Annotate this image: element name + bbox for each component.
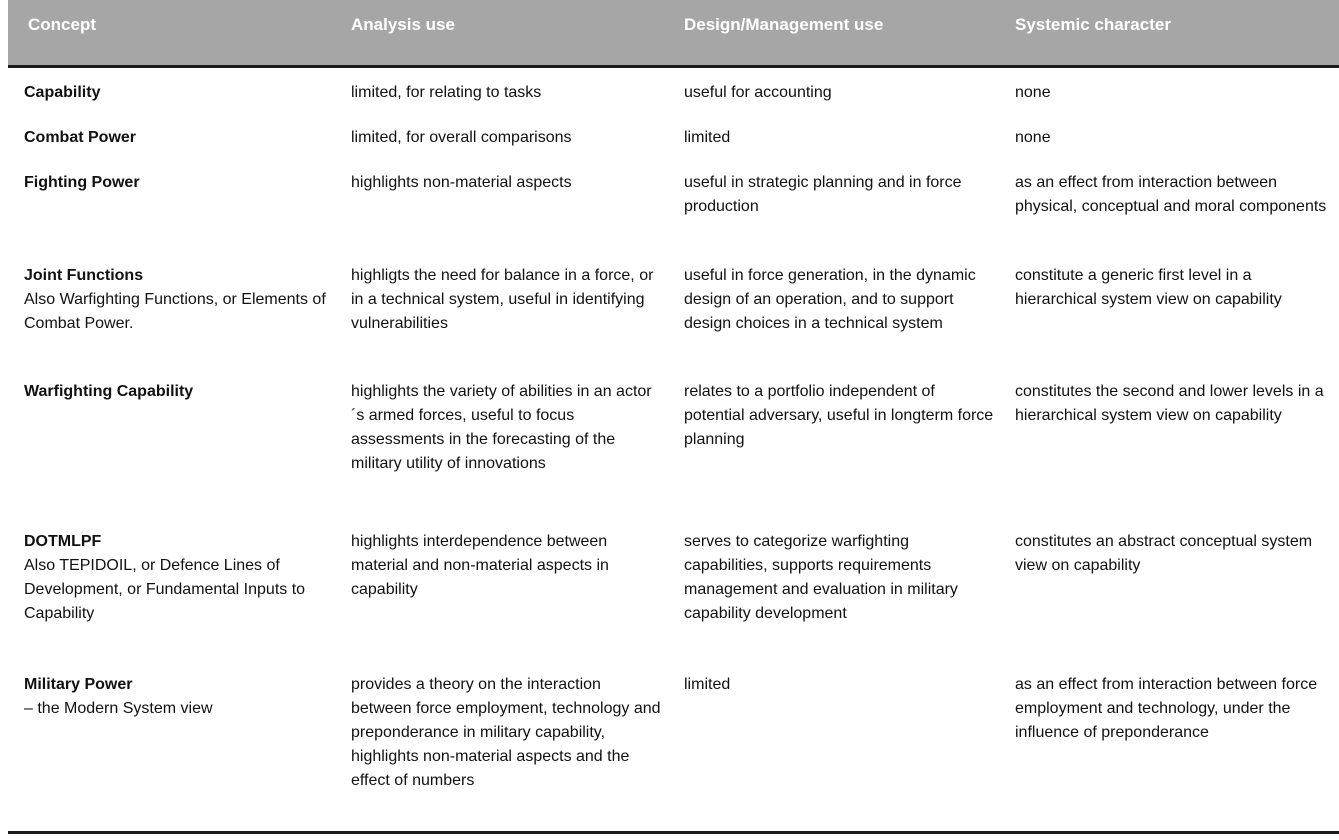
analysis-cell: highlights interdependence between material and non-material aspects in capability — [351, 533, 609, 598]
design-cell: useful in strategic planning and in force production — [684, 174, 962, 215]
analysis-cell: limited, for relating to tasks — [351, 84, 542, 101]
concept-title: Fighting Power — [24, 174, 140, 191]
design-cell: useful in force generation, in the dynamic design of an operation, and to support design choices in a technical system — [684, 267, 976, 332]
table-row — [8, 126, 1339, 150]
analysis-cell: limited, for overall comparisons — [351, 129, 572, 146]
header-design-management-use: Design/Management use — [684, 15, 884, 34]
concept-cell — [8, 673, 345, 793]
design-cell: limited — [684, 676, 731, 693]
analysis-cell: provides a theory on the interaction between force employment, technology and preponderance in military capability, highlights non-material aspects and the effect of numbers — [351, 676, 661, 789]
systemic-cell: as an effect from interaction between force employment and technology, under the influence of preponderance — [1015, 676, 1318, 741]
header-concept: Concept — [28, 15, 96, 34]
concept-cell — [8, 126, 345, 150]
concept-title: DOTMLPF — [24, 533, 102, 550]
systemic-cell: constitute a generic first level in a hierarchical system view on capability — [1015, 267, 1282, 308]
design-cell: relates to a portfolio independent of potential adversary, useful in longterm force planning — [684, 383, 994, 448]
table-row — [8, 673, 1339, 793]
header-systemic-character: Systemic character — [1015, 15, 1171, 34]
concept-title: Combat Power — [24, 129, 137, 146]
design-cell: serves to categorize warfighting capabilities, supports requirements management and evaluation in military capability development — [684, 533, 958, 622]
concept-title: Warfighting Capability — [24, 383, 194, 400]
design-cell: limited — [684, 129, 731, 146]
concept-title: Military Power — [24, 676, 133, 693]
analysis-cell: highlights the variety of abilities in an actor´s armed forces, useful to focus assessments in the forecasting of the military utility of innovations — [351, 383, 652, 472]
systemic-cell: constitutes an abstract conceptual system view on capability — [1015, 533, 1313, 574]
concept-title: Capability — [24, 84, 101, 101]
systemic-cell: constitutes the second and lower levels in a hierarchical system view on capability — [1015, 383, 1324, 424]
concept-subtitle: – the Modern System view — [24, 700, 213, 717]
table-row — [8, 380, 1339, 476]
analysis-cell: highlights non-material aspects — [351, 174, 572, 191]
analysis-cell: highligts the need for balance in a force, or in a technical system, useful in identifying vulnerabilities — [351, 267, 654, 332]
systemic-cell: none — [1015, 84, 1051, 101]
table-header-row — [8, 0, 1339, 65]
systemic-cell: as an effect from interaction between physical, conceptual and moral components — [1015, 174, 1327, 215]
concept-subtitle: Also Warfighting Functions, or Elements of Combat Power. — [24, 291, 326, 332]
header-analysis-use: Analysis use — [351, 15, 455, 34]
header-divider — [8, 65, 1339, 68]
concept-cell — [8, 380, 345, 476]
table-row — [8, 264, 1339, 336]
concept-cell — [8, 264, 345, 336]
concept-subtitle: Also TEPIDOIL, or Defence Lines of Development, or Fundamental Inputs to Capability — [24, 557, 306, 622]
concept-cell — [8, 171, 345, 219]
concept-title: Joint Functions — [24, 267, 144, 284]
concept-cell — [8, 81, 345, 105]
design-cell: useful for accounting — [684, 84, 832, 101]
bottom-rule — [8, 831, 1339, 834]
concept-cell — [8, 530, 345, 626]
table-row — [8, 81, 1339, 105]
systemic-cell: none — [1015, 129, 1051, 146]
table-row — [8, 530, 1339, 626]
table-row — [8, 171, 1339, 219]
